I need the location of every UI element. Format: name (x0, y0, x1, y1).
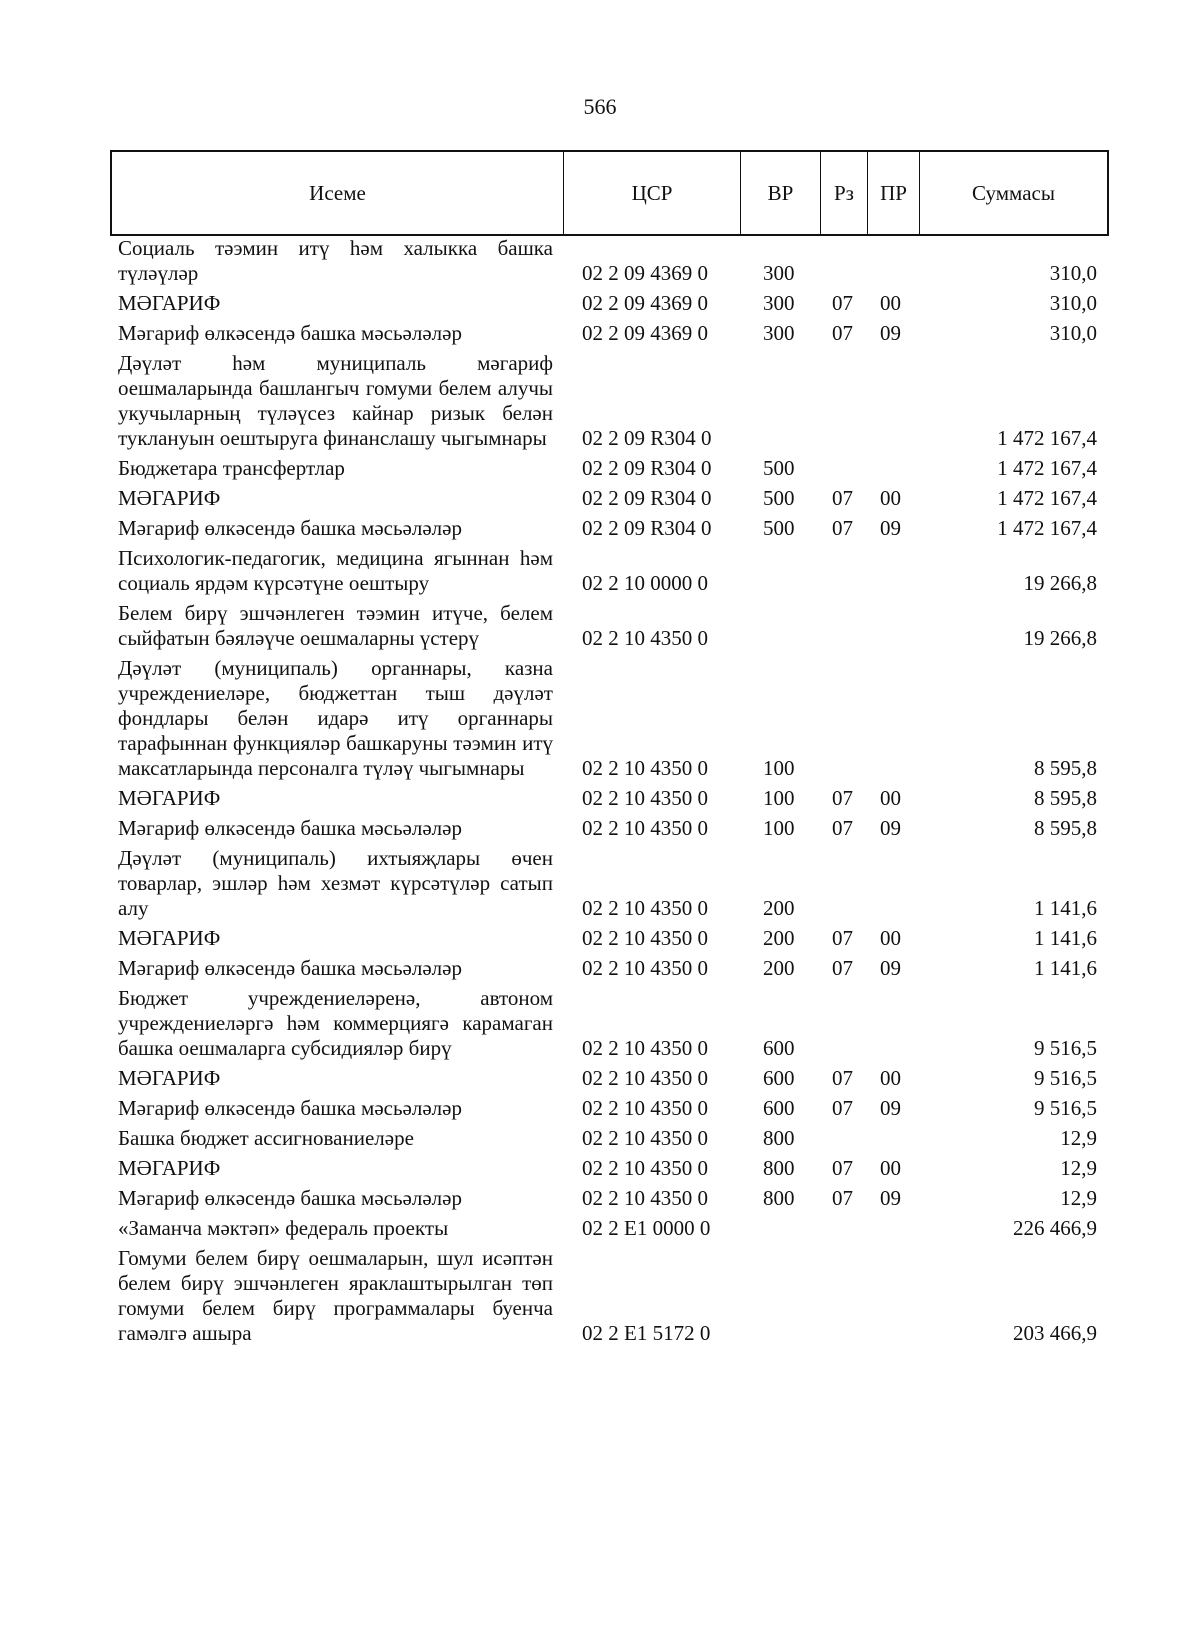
row-vr: 800 (763, 1126, 795, 1150)
table-row (0, 786, 1200, 811)
row-rz: 07 (832, 1186, 853, 1210)
header-name: Исеме (112, 152, 564, 234)
row-csr: 02 2 10 4350 0 (582, 816, 708, 840)
row-pr: 00 (880, 1156, 901, 1180)
row-pr: 09 (880, 321, 901, 345)
row-name: Мәгариф өлкәсендә башка мәсьәләләр (118, 1186, 462, 1210)
row-rz: 07 (832, 956, 853, 980)
row-name: Мәгариф өлкәсендә башка мәсьәләләр (118, 321, 462, 345)
row-csr: 02 2 09 R304 0 (582, 456, 712, 480)
row-name: Башка бюджет ассигнованиеләре (118, 1126, 414, 1150)
row-pr: 09 (880, 516, 901, 540)
row-vr: 500 (763, 456, 795, 480)
row-vr: 500 (763, 516, 795, 540)
table-row (0, 986, 1200, 1061)
row-pr: 00 (880, 291, 901, 315)
table-row (0, 601, 1200, 651)
row-sum: 310,0 (1049, 321, 1097, 345)
table-row (0, 456, 1200, 481)
table-body (0, 236, 1200, 1351)
row-vr: 100 (763, 756, 795, 780)
row-rz: 07 (832, 321, 853, 345)
row-csr: 02 2 09 4369 0 (582, 291, 708, 315)
header-rz: Рз (821, 152, 868, 234)
row-csr: 02 2 10 4350 0 (582, 1186, 708, 1210)
table-row (0, 956, 1200, 981)
table-row (0, 846, 1200, 921)
row-pr: 00 (880, 926, 901, 950)
row-vr: 100 (763, 786, 795, 810)
row-rz: 07 (832, 1066, 853, 1090)
row-rz: 07 (832, 786, 853, 810)
row-pr: 00 (880, 786, 901, 810)
table-row (0, 926, 1200, 951)
table-row (0, 321, 1200, 346)
row-vr: 800 (763, 1156, 795, 1180)
row-rz: 07 (832, 816, 853, 840)
row-csr: 02 2 10 4350 0 (582, 626, 708, 650)
row-sum: 310,0 (1049, 261, 1097, 285)
row-vr: 200 (763, 926, 795, 950)
row-name: Мәгариф өлкәсендә башка мәсьәләләр (118, 516, 462, 540)
row-sum: 1 472 167,4 (997, 426, 1097, 450)
table-row (0, 1126, 1200, 1151)
row-csr: 02 2 09 4369 0 (582, 321, 708, 345)
row-vr: 300 (763, 291, 795, 315)
row-csr: 02 2 10 4350 0 (582, 1036, 708, 1060)
table-row (0, 1096, 1200, 1121)
row-name: Гомуми белем бирү оешмаларын, шул исәптән белем бирү эшчәнлеген яраклаштырылган төп гомуми белем бирү программалары буенча гамәлгә ашыра (118, 1246, 553, 1345)
row-vr: 100 (763, 816, 795, 840)
table-row (0, 656, 1200, 781)
row-vr: 200 (763, 956, 795, 980)
row-name: МӘГАРИФ (118, 486, 221, 510)
row-vr: 600 (763, 1096, 795, 1120)
row-vr: 200 (763, 896, 795, 920)
row-name: МӘГАРИФ (118, 1156, 221, 1180)
row-rz: 07 (832, 926, 853, 950)
row-sum: 19 266,8 (1023, 571, 1097, 595)
table-row (0, 1156, 1200, 1181)
row-rz: 07 (832, 291, 853, 315)
row-csr: 02 2 09 4369 0 (582, 261, 708, 285)
table-row (0, 486, 1200, 511)
row-csr: 02 2 10 4350 0 (582, 1096, 708, 1120)
row-sum: 310,0 (1049, 291, 1097, 315)
row-csr: 02 2 09 R304 0 (582, 516, 712, 540)
row-sum: 1 141,6 (1034, 956, 1097, 980)
row-sum: 8 595,8 (1034, 756, 1097, 780)
row-rz: 07 (832, 486, 853, 510)
row-csr: 02 2 10 4350 0 (582, 926, 708, 950)
header-sum: Суммасы (972, 180, 1055, 205)
table-row (0, 236, 1200, 286)
table-row (0, 516, 1200, 541)
row-vr: 600 (763, 1066, 795, 1090)
row-sum: 12,9 (1060, 1186, 1097, 1210)
row-name: Мәгариф өлкәсендә башка мәсьәләләр (118, 956, 462, 980)
row-csr: 02 2 10 4350 0 (582, 1156, 708, 1180)
page-number: 566 (583, 94, 617, 119)
table-row (0, 351, 1200, 451)
row-name: Мәгариф өлкәсендә башка мәсьәләләр (118, 816, 462, 840)
header-vr: ВР (741, 152, 821, 234)
row-csr: 02 2 E1 5172 0 (582, 1321, 711, 1345)
row-csr: 02 2 10 4350 0 (582, 786, 708, 810)
row-rz: 07 (832, 1096, 853, 1120)
table-row (0, 1186, 1200, 1211)
row-name: «Заманча мәктәп» федераль проекты (118, 1216, 449, 1240)
row-sum: 12,9 (1060, 1126, 1097, 1150)
row-name: Дәүләт (муниципаль) ихтыяҗлары өчен товарлар, эшләр һәм хезмәт күрсәтүләр сатып алу (118, 846, 553, 920)
row-csr: 02 2 E1 0000 0 (582, 1216, 711, 1240)
row-sum: 1 472 167,4 (997, 486, 1097, 510)
row-sum: 226 466,9 (1013, 1216, 1097, 1240)
row-name: Бюджетара трансфертлар (118, 456, 345, 480)
row-vr: 800 (763, 1186, 795, 1210)
row-name: МӘГАРИФ (118, 1066, 221, 1090)
row-pr: 00 (880, 486, 901, 510)
row-sum: 12,9 (1060, 1156, 1097, 1180)
header-pr: ПР (868, 152, 920, 234)
row-csr: 02 2 10 4350 0 (582, 956, 708, 980)
row-name: Мәгариф өлкәсендә башка мәсьәләләр (118, 1096, 462, 1120)
table-row (0, 1066, 1200, 1091)
row-sum: 1 472 167,4 (997, 456, 1097, 480)
row-sum: 1 472 167,4 (997, 516, 1097, 540)
row-vr: 300 (763, 321, 795, 345)
row-csr: 02 2 09 R304 0 (582, 426, 712, 450)
row-sum: 19 266,8 (1023, 626, 1097, 650)
row-sum: 9 516,5 (1034, 1096, 1097, 1120)
row-pr: 09 (880, 1186, 901, 1210)
row-pr: 09 (880, 816, 901, 840)
row-pr: 00 (880, 1066, 901, 1090)
row-name: МӘГАРИФ (118, 786, 221, 810)
row-name: МӘГАРИФ (118, 291, 221, 315)
row-sum: 1 141,6 (1034, 896, 1097, 920)
header-csr: ЦСР (564, 152, 741, 234)
row-sum: 203 466,9 (1013, 1321, 1097, 1345)
row-pr: 09 (880, 956, 901, 980)
row-pr: 09 (880, 1096, 901, 1120)
table-row (0, 1216, 1200, 1241)
table-row (0, 1246, 1200, 1346)
row-sum: 1 141,6 (1034, 926, 1097, 950)
row-vr: 300 (763, 261, 795, 285)
row-name: Психологик-педагогик, медицина ягыннан һәм социаль ярдәм күрсәтүне оештыру (118, 546, 553, 595)
row-rz: 07 (832, 1156, 853, 1180)
row-name: Дәүләт һәм муниципаль мәгариф оешмаларында башлангыч гомуми белем алучы укучыларның түләүсез кайнар ризык белән туклануын оештыруга финанслашу чыгымнары (118, 351, 553, 450)
table-row (0, 816, 1200, 841)
row-name: Белем бирү эшчәнлеген тәэмин итүче, белем сыйфатын бәяләүче оешмаларны үстерү (118, 601, 553, 650)
row-csr: 02 2 10 0000 0 (582, 571, 708, 595)
table-row (0, 546, 1200, 596)
row-csr: 02 2 10 4350 0 (582, 756, 708, 780)
row-csr: 02 2 09 R304 0 (582, 486, 712, 510)
row-name: МӘГАРИФ (118, 926, 221, 950)
row-vr: 500 (763, 486, 795, 510)
table-header (110, 150, 1109, 236)
table-row (0, 291, 1200, 316)
row-vr: 600 (763, 1036, 795, 1060)
row-sum: 8 595,8 (1034, 816, 1097, 840)
row-name: Социаль тәэмин итү һәм халыкка башка түләүләр (118, 236, 553, 285)
row-sum: 8 595,8 (1034, 786, 1097, 810)
row-rz: 07 (832, 516, 853, 540)
row-sum: 9 516,5 (1034, 1036, 1097, 1060)
row-name: Бюджет учреждениеләренә, автоном учреждениеләргә һәм коммерциягә карамаган башка оешмаларга субсидияләр бирү (118, 986, 553, 1060)
row-csr: 02 2 10 4350 0 (582, 896, 708, 920)
row-sum: 9 516,5 (1034, 1066, 1097, 1090)
row-csr: 02 2 10 4350 0 (582, 1066, 708, 1090)
row-csr: 02 2 10 4350 0 (582, 1126, 708, 1150)
row-name: Дәүләт (муниципаль) органнары, казна учреждениеләре, бюджеттан тыш дәүләт фондлары белән идарә итү органнары тарафыннан функцияләр башкаруны тәэмин итү максатларында персоналга түләү чыгымнары (118, 656, 553, 780)
